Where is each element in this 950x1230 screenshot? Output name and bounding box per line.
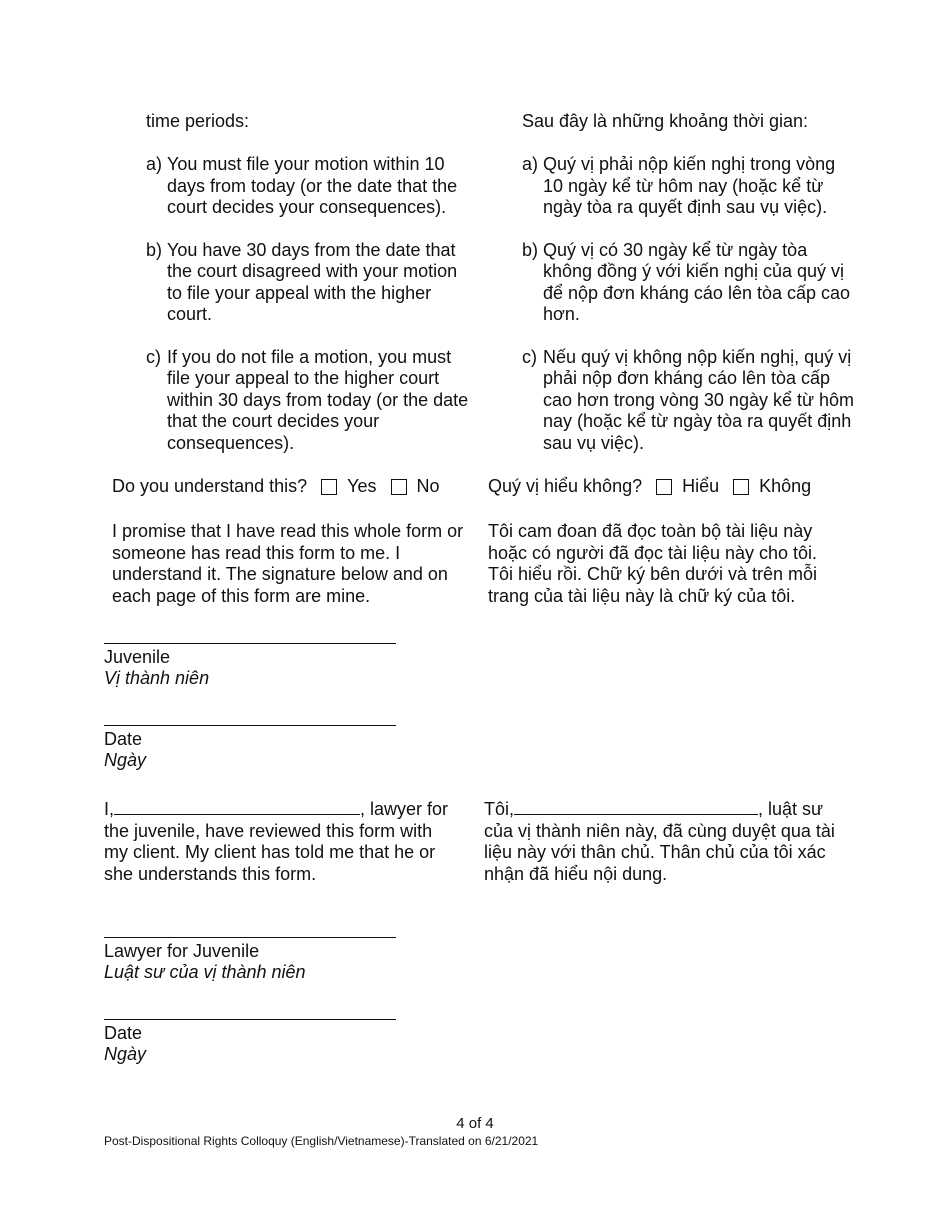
vi-intro: Sau đây là những khoảng thời gian: xyxy=(522,111,809,131)
list-item: a) Quý vị phải nộp kiến nghị trong vòng 10 ngày kể từ hôm nay (hoặc kể từ ngày tòa ra quyết định sau vụ việc). xyxy=(522,154,836,217)
en-lawyer-name-blank[interactable] xyxy=(114,797,360,815)
vi-no-label: Không xyxy=(759,476,812,496)
en-no-label: No xyxy=(416,476,440,496)
juvenile-signature-line[interactable] xyxy=(104,643,396,644)
vi-yes-checkbox[interactable] xyxy=(656,479,672,495)
en-time-periods-list xyxy=(146,154,476,475)
list-item: c) Nếu quý vị không nộp kiến nghị, quý vị phải nộp đơn kháng cáo lên tòa cấp cao hơn trong vòng 30 ngày kể từ hôm nay (hoặc kể từ ngày tòa ra quyết định sau vụ việc). xyxy=(522,346,855,453)
vi-time-periods-list xyxy=(522,154,857,475)
lawyer-date-label: Date Ngày xyxy=(104,1023,147,1064)
lawyer-signature-label: Lawyer for Juvenile Luật sư của vị thành niên xyxy=(104,941,306,982)
vi-question: Quý vị hiểu không? xyxy=(488,476,643,496)
en-lawyer-statement: I, , lawyer for the juvenile, have reviewed this form with my client. My client has told me that he or she understands this form. xyxy=(104,799,449,884)
juvenile-date-label: Date Ngày xyxy=(104,729,147,770)
document-footer: Post-Dispositional Rights Colloquy (English/Vietnamese)-Translated on 6/21/2021 xyxy=(104,1134,539,1148)
vi-lawyer-statement: Tôi, , luật sư của vị thành niên này, đã cùng duyệt qua tài liệu này với thân chủ. Thân chủ của tôi xác nhận đã hiểu nội dung. xyxy=(484,799,835,884)
vi-promise: Tôi cam đoan đã đọc toàn bộ tài liệu này hoặc có người đã đọc tài liệu này cho tôi. Tôi hiểu rồi. Chữ ký bên dưới và trên mỗi trang của tài liệu này là chữ ký của tôi. xyxy=(488,521,818,606)
en-yes-label: Yes xyxy=(347,476,377,496)
juvenile-date-line[interactable] xyxy=(104,725,396,726)
list-item: a) You must file your motion within 10 days from today (or the date that the court decides your consequences). xyxy=(146,154,458,217)
juvenile-signature-label: Juvenile Vị thành niên xyxy=(104,647,210,688)
lawyer-signature-line[interactable] xyxy=(104,937,396,938)
en-promise: I promise that I have read this whole form or someone has read this form to me. I understand it. The signature below and on each page of this form are mine. xyxy=(112,521,464,606)
list-item: b) You have 30 days from the date that the court disagreed with your motion to file your appeal with the higher court. xyxy=(146,239,458,324)
en-question: Do you understand this? xyxy=(112,476,308,496)
en-yes-checkbox[interactable] xyxy=(321,479,337,495)
list-item: b) Quý vị có 30 ngày kể từ ngày tòa không đồng ý với kiến nghị của quý vị để nộp đơn kháng cáo lên tòa cấp cao hơn. xyxy=(522,239,851,324)
list-item: c) If you do not file a motion, you must file your appeal to the higher court within 30 days from today (or the date that the court decides your consequences). xyxy=(146,346,469,453)
en-intro: time periods: xyxy=(146,111,250,131)
vi-lawyer-name-blank[interactable] xyxy=(514,797,758,815)
en-understand-row xyxy=(112,476,440,497)
vi-no-checkbox[interactable] xyxy=(733,479,749,495)
page-number: 4 of 4 xyxy=(456,1115,494,1132)
en-no-checkbox[interactable] xyxy=(391,479,407,495)
vi-yes-label: Hiểu xyxy=(682,476,720,496)
lawyer-date-line[interactable] xyxy=(104,1019,396,1020)
vi-understand-row xyxy=(488,476,811,497)
